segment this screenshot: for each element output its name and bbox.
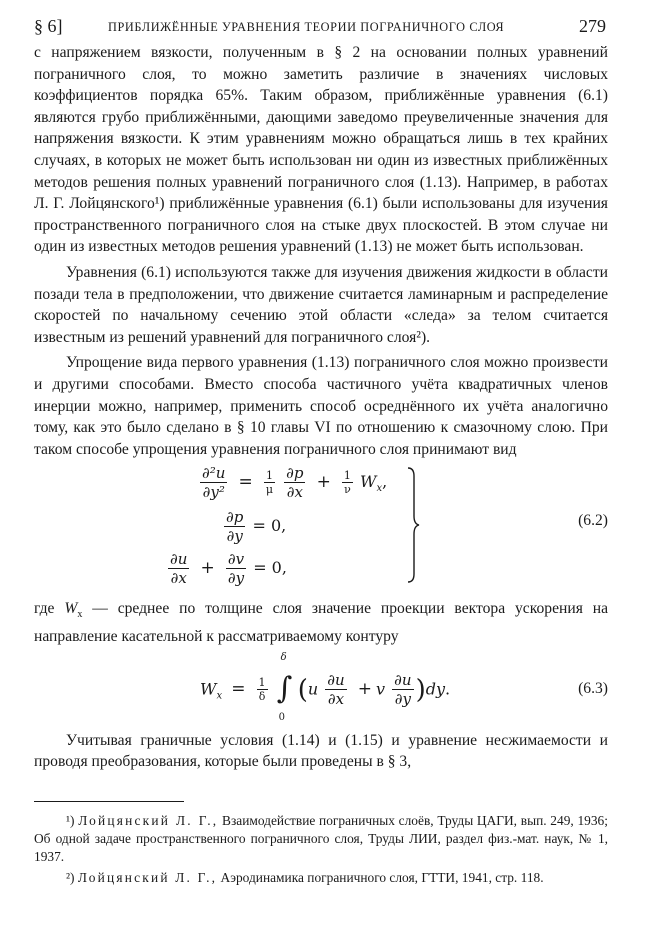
equation-6-2-number: (6.2): [578, 512, 608, 530]
closing-paragraph: Учитывая граничные условия (1.14) и (1.15) и уравнение несжимаемости и проводя преобразования, которые были проведены в § 3,: [34, 731, 608, 771]
where-subscript: x: [77, 609, 83, 621]
book-page: [34, 14, 608, 887]
footnote-2-mark: ²): [66, 869, 75, 885]
equation-6-2-line-3-rhs: = 0,: [253, 558, 287, 578]
page-number: 279: [579, 16, 606, 36]
footnote-1-mark: ¹): [66, 812, 75, 828]
equation-6-2: [34, 464, 608, 592]
paragraph-1: [34, 42, 608, 258]
paragraph-1-continuation: Например, в работах Л. Г. Лойцянского¹) приближённые уравнения (6.1) были использованы для изучения пространственного пограничного слоя на стыке двух плоскостей. В этом случае ни один из известных методов решения уравнений (1.13) не может быть использован.: [34, 173, 608, 256]
equation-6-3-number: (6.3): [578, 679, 608, 697]
where-paragraph: [34, 598, 608, 647]
equation-6-2-line-1: $\frac{\text{∂²u}}{\text{∂y²}}$ = $\frac{1}{\mu}$ $\frac{\partial p}{\partial x}$ + $\frac{1}{\nu}$ $W_x$,: [202, 464, 388, 502]
footnote-1-author: Лойцянский Л. Г.,: [78, 812, 219, 828]
footnote-2-text: Аэродинамика пограничного слоя, ГТТИ, 1941, стр. 118.: [220, 869, 544, 885]
equation-6-2-line-3: $\frac{\partial u}{\partial x}$ + $\frac{\partial v}{\partial y}$ = 0,: [170, 550, 287, 588]
footnote-1: [34, 812, 608, 866]
integral-sign: δ ∫ 0: [276, 651, 293, 723]
equation-6-3-body: $W_x$ = $\frac{1}{\delta}$ δ ∫ 0 (u $\frac{\partial u}{\partial x}$ + v $\frac{\partial u}{\partial y}$ )dy.: [200, 651, 451, 723]
where-lead: где: [34, 600, 65, 618]
paragraph-2: Уравнения (6.1) используются также для изучения движения жидкости в области позади тела в предположении, что движение считается ламинарным и распределение скоростей по начальному сечению этой области «следа» за телом считается известным из решений уравнений для пограничного слоя²).: [34, 263, 608, 346]
equation-6-2-line-2: $\frac{\partial p}{\partial y}$ = 0,: [226, 508, 287, 546]
acceleration-symbol: W: [360, 472, 377, 492]
right-brace: [406, 466, 420, 584]
where-symbol: W: [64, 600, 78, 618]
footnote-2: [34, 869, 608, 887]
equation-6-2-line-2-rhs: = 0,: [252, 516, 287, 536]
paragraph-3: Упрощение вида первого уравнения (1.13) пограничного слоя можно произвести и другими способами. Вместо способа частичного учёта квадратичных членов инерции можно, например, применить способ осреднённого их учёта аналогично тому, как это было сделано в § 10 главы VI по отношению к смазочному слою. При таком способе упрощения уравнения пограничного слоя принимают вид: [34, 354, 608, 458]
equation-6-3: [34, 651, 608, 730]
running-header: [34, 14, 608, 42]
footnote-2-author: Лойцянский Л. Г.,: [77, 869, 218, 885]
paragraph-1-text: с напряжением вязкости, полученным в § 2 на основании полных уравнений пограничного слоя, то можно заметить различие в значениях числовых коэффициентов порядка 65%. Таким образом, приближённые уравнения (6.1) являются грубо приближёнными, дающими заведомо преувеличенные значения для напряжения вязкости. К этим уравнениям можно обращаться лишь в тех крайних случаях, в которых не может быть использован ни один из известных приближённых методов решения полных уравнений пограничного слоя (1.13).: [34, 44, 608, 191]
running-title: ПРИБЛИЖЁННЫЕ УРАВНЕНИЯ ТЕОРИИ ПОГРАНИЧНОГО СЛОЯ: [108, 20, 505, 34]
where-rest: — среднее по толщине слоя значение проекции вектора ускорения на направление касательной к рассматриваемому контуру: [34, 600, 608, 645]
footnote-1-text: Взаимодействие пограничных слоёв, Труды ЦАГИ, вып. 249, 1936; Об одной задаче пространственного пограничного слоя, Труды ЛИИ, раздел физ.-мат. наук, № 1, 1937.: [34, 812, 608, 864]
acceleration-subscript: x: [376, 483, 383, 495]
section-marker: § 6]: [34, 16, 63, 36]
footnote-rule: [34, 801, 184, 802]
